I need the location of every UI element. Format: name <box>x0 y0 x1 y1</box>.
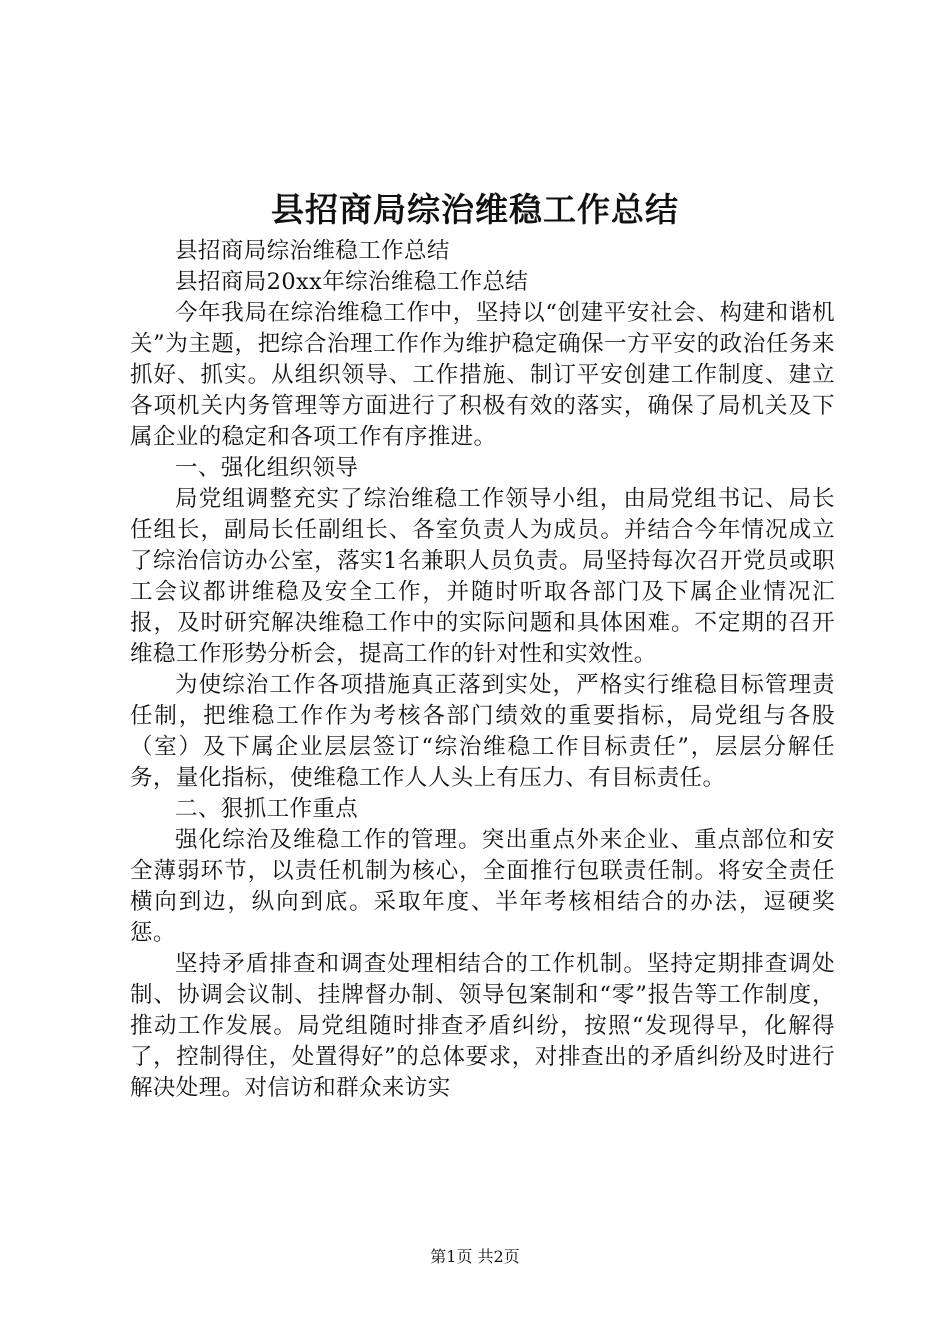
paragraph: 坚持矛盾排查和调查处理相结合的工作机制。坚持定期排查调处制、协调会议制、挂牌督办制、领导包案制和“零”报告等工作制度，推动工作发展。局党组随时排查矛盾纠纷，按照“发现得早，化解得了，控制得住，处置得好”的总体要求，对排查出的矛盾纠纷及时进行解决处理。对信访和群众来访实 <box>130 951 835 1101</box>
paragraph: 为使综治工作各项措施真正落到实处，严格实行维稳目标管理责任制，把维稳工作作为考核各部门绩效的重要指标，局党组与各股（室）及下属企业层层签订“综治维稳工作目标责任”，层层分解任务，量化指标，使维稳工作人人头上有压力、有目标责任。 <box>130 672 835 791</box>
paragraph: 县招商局20xx年综治维稳工作总结 <box>175 269 529 295</box>
paragraph: 今年我局在综治维稳工作中，坚持以“创建平安社会、构建和谐机关”为主题，把综合治理工作作为维护稳定确保一方平安的政治任务来抓好、抓实。从组织领导、工作措施、制订平安创建工作制度、建立各项机关内务管理等方面进行了积极有效的落实，确保了局机关及下属企业的稳定和各项工作有序推进。 <box>130 300 835 450</box>
section-heading: 二、狠抓工作重点 <box>175 796 359 822</box>
paragraph: 局党组调整充实了综治维稳工作领导小组，由局党组书记、局长任组长，副局长任副组长、各室负责人为成员。并结合今年情况成立了综治信访办公室，落实1名兼职人员负责。局坚持每次召开党员或职工会议都讲维稳及安全工作，并随时听取各部门及下属企业情况汇报，及时研究解决维稳工作中的实际问题和具体困难。不定期的召开维稳工作形势分析会，提高工作的针对性和实效性。 <box>130 486 835 667</box>
section-heading: 一、强化组织领导 <box>175 455 359 481</box>
paragraph: 强化综治及维稳工作的管理。突出重点外来企业、重点部位和安全薄弱环节，以责任机制为核心，全面推行包联责任制。将安全责任横向到边，纵向到底。采取年度、半年考核相结合的办法，逗硬奖惩。 <box>130 827 835 946</box>
document-title: 县招商局综治维稳工作总结 <box>271 190 679 229</box>
page-footer: 第1页 共2页 <box>430 1247 520 1266</box>
document-body <box>130 236 835 1104</box>
paragraph: 县招商局综治维稳工作总结 <box>175 238 450 264</box>
